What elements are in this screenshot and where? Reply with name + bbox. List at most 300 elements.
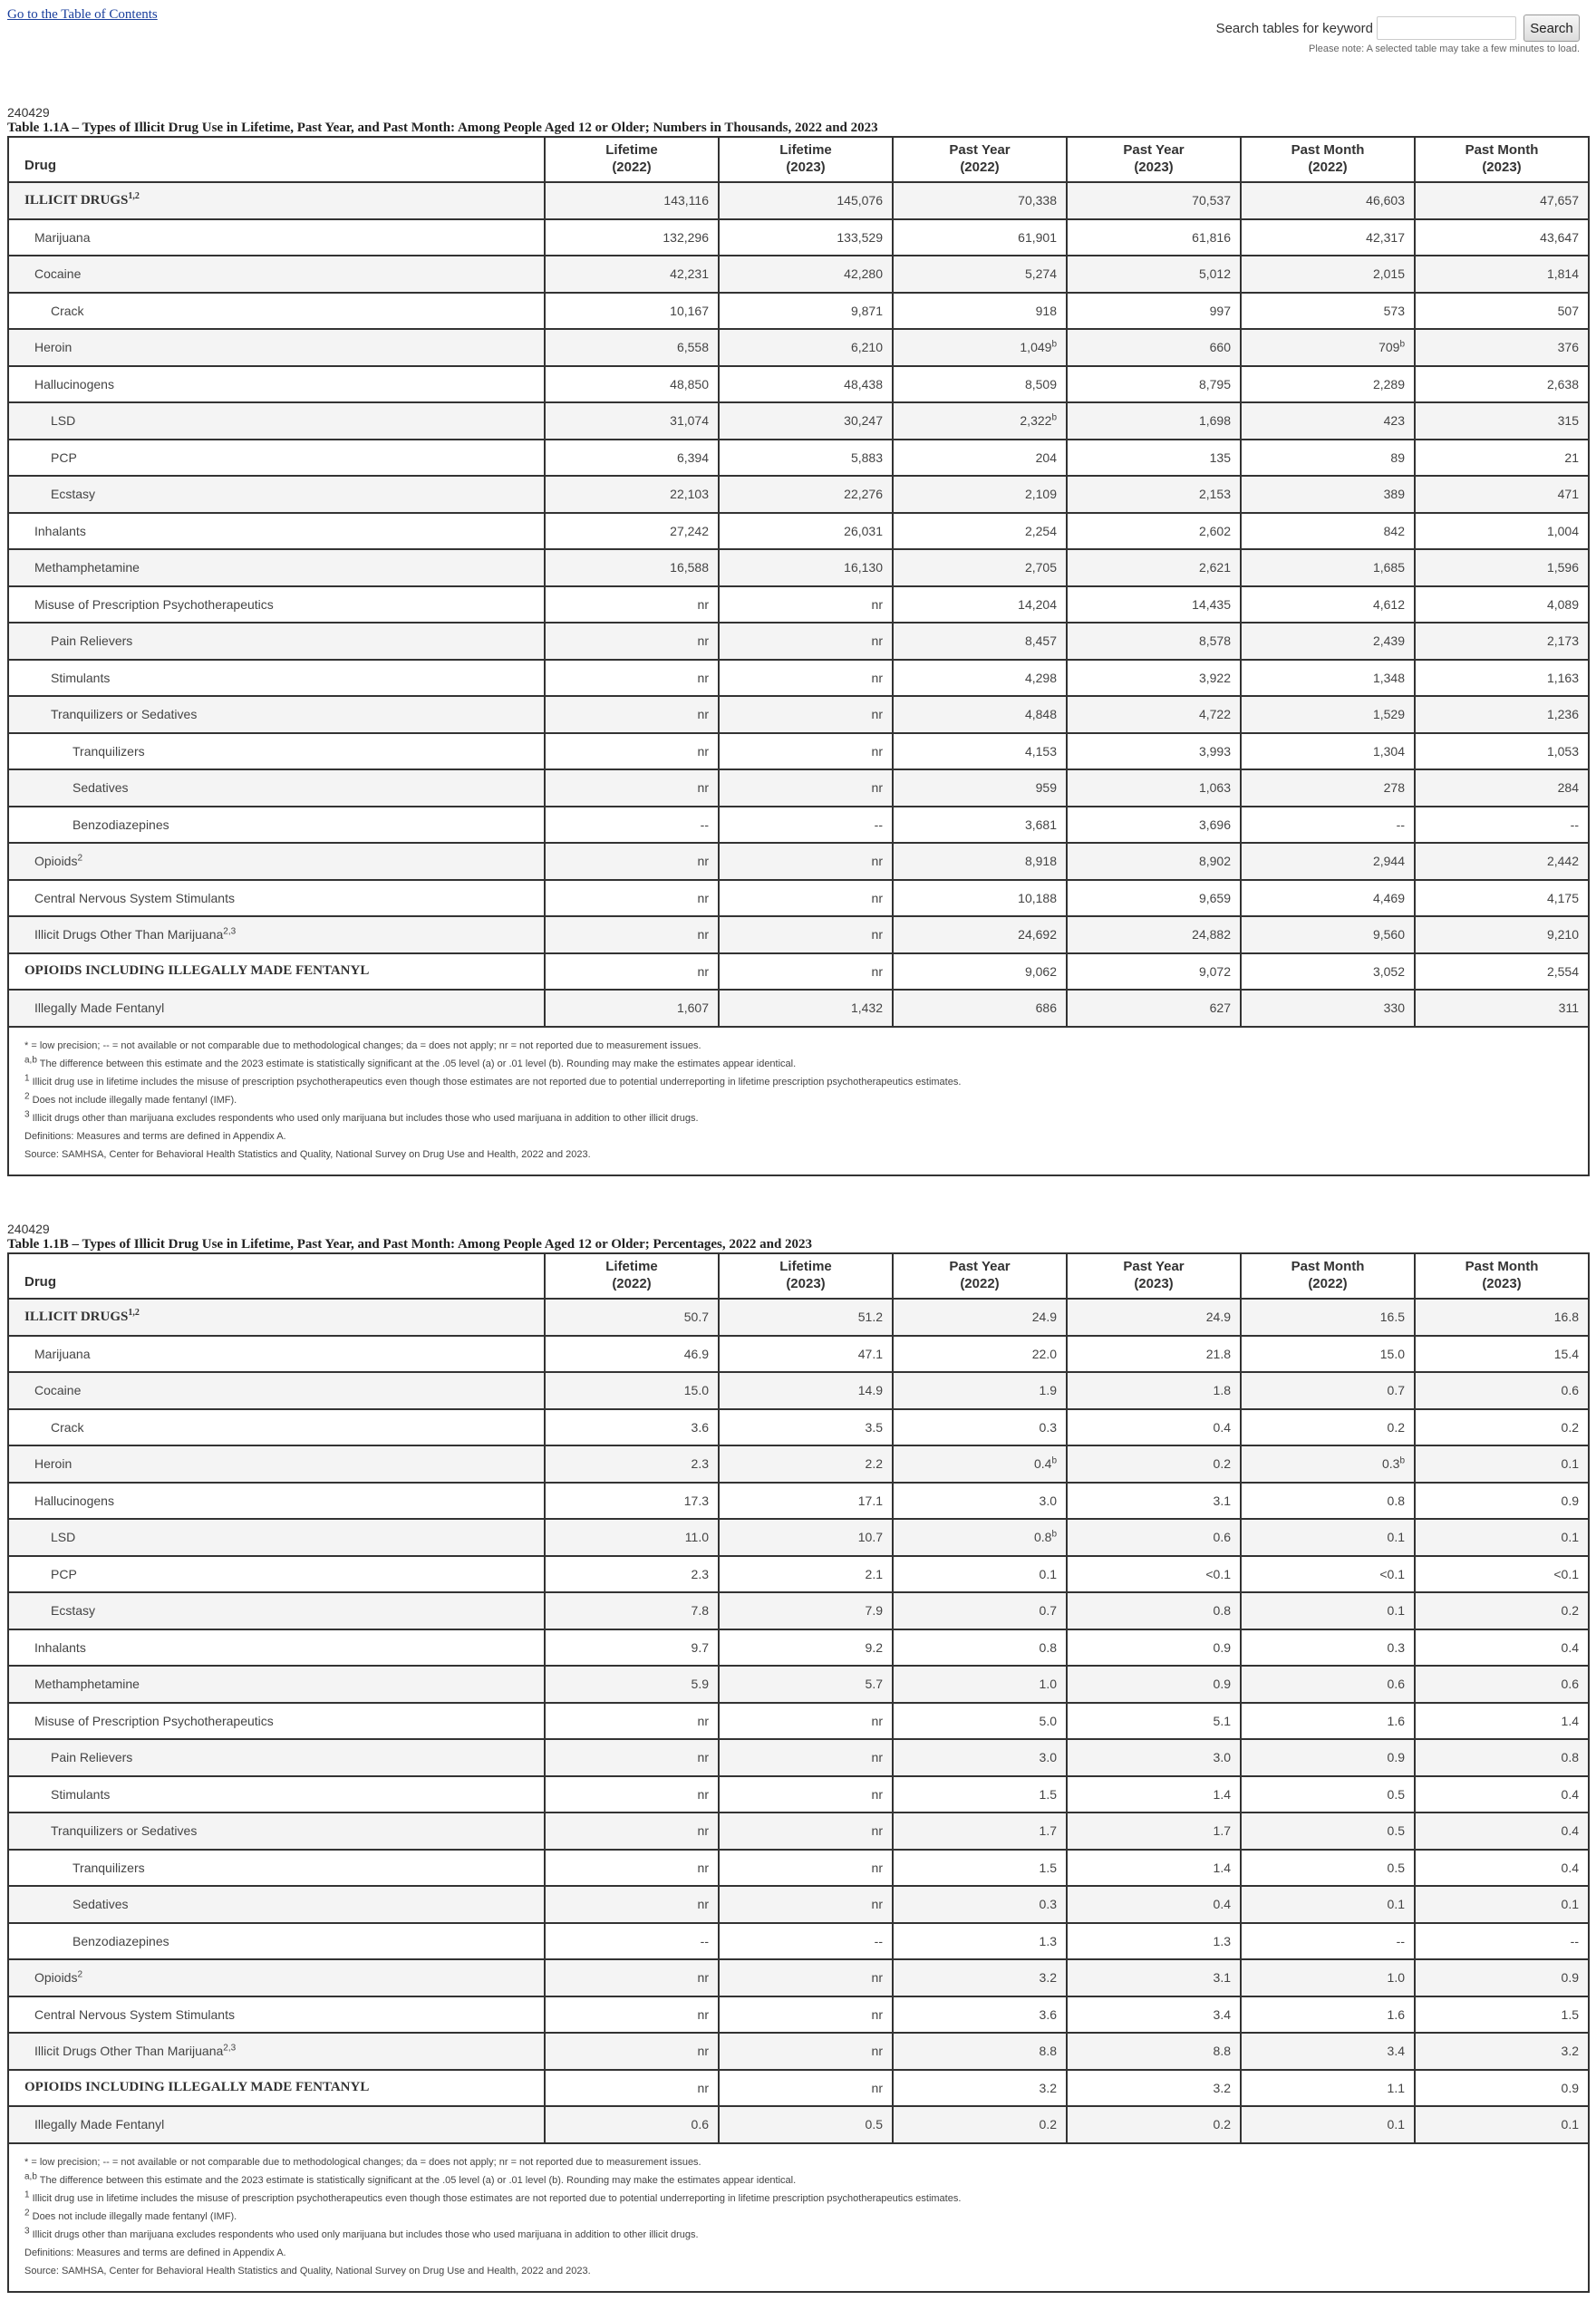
value-cell	[1067, 769, 1241, 807]
cell-value: 0.3	[1039, 1419, 1057, 1435]
cell-value: 50.7	[683, 1310, 709, 1325]
cell-value: 1,432	[850, 1000, 883, 1016]
drug-name: Tranquilizers	[73, 743, 145, 759]
value-cell	[1241, 1850, 1415, 1887]
value-cell	[1067, 1629, 1241, 1667]
row-label	[8, 1556, 545, 1593]
cell-value: 3.5	[865, 1419, 883, 1435]
value-cell	[545, 1666, 719, 1703]
table-row	[8, 660, 1589, 697]
cell-value: 9,659	[1198, 890, 1231, 905]
row-label	[8, 549, 545, 586]
value-cell	[1067, 1959, 1241, 1996]
value-cell	[1415, 329, 1589, 366]
value-cell	[1415, 1776, 1589, 1813]
row-label	[8, 1959, 545, 1996]
footnote-marker: a,b	[24, 2170, 37, 2181]
value-cell	[893, 513, 1067, 550]
value-cell	[1067, 990, 1241, 1027]
value-cell	[893, 1519, 1067, 1556]
value-cell	[545, 2070, 719, 2107]
cell-value: 47,657	[1540, 193, 1579, 208]
cell-value: 4,175	[1546, 890, 1579, 905]
table-caption: Table 1.1B – Types of Illicit Drug Use in Lifetime, Past Year, and Past Month: Among People Aged 12 or Older; Percentages, 2022 and 2023	[7, 1237, 813, 1252]
footnote-text: Illicit drugs other than marijuana excludes respondents who used only marijuana but includes those who used marijuana in addition to other illicit drugs.	[29, 2228, 699, 2240]
cell-value: 0.6	[1561, 1383, 1579, 1398]
drug-name: Opioids	[34, 854, 78, 869]
value-cell	[1067, 733, 1241, 770]
value-cell	[1415, 293, 1589, 330]
cell-value: 1.1	[1387, 2080, 1405, 2095]
value-cell	[545, 1923, 719, 1960]
value-cell	[1415, 2033, 1589, 2070]
value-cell	[719, 1812, 893, 1850]
row-label	[8, 1923, 545, 1960]
cell-value: nr	[697, 854, 709, 869]
value-cell	[1067, 660, 1241, 697]
column-header	[545, 1253, 719, 1299]
value-cell	[1241, 2033, 1415, 2070]
value-cell	[545, 1739, 719, 1776]
drug-name: Crack	[51, 1419, 84, 1435]
cell-value: 0.1	[1561, 1897, 1579, 1912]
value-cell	[545, 1996, 719, 2034]
cell-value: 8,902	[1198, 854, 1231, 869]
drug-name: Ecstasy	[51, 1603, 96, 1619]
value-cell	[1415, 1812, 1589, 1850]
cell-value: 2,554	[1546, 963, 1579, 979]
value-cell	[1067, 1336, 1241, 1373]
value-cell	[545, 880, 719, 917]
value-cell	[1067, 182, 1241, 219]
significance-marker: b	[1051, 1529, 1057, 1540]
table-row	[8, 1592, 1589, 1629]
value-cell	[893, 256, 1067, 293]
search-button[interactable]: Search	[1523, 14, 1580, 42]
cell-value: 26,031	[844, 523, 883, 538]
cell-value: 0.8	[1561, 1750, 1579, 1765]
table-row	[8, 1739, 1589, 1776]
value-cell	[1241, 1556, 1415, 1593]
value-cell	[1067, 1299, 1241, 1336]
value-cell	[1241, 1445, 1415, 1483]
value-cell	[545, 1336, 719, 1373]
value-cell	[1415, 2106, 1589, 2143]
cell-value: 1.9	[1039, 1383, 1057, 1398]
cell-value: 2.3	[691, 1566, 709, 1581]
cell-value: 4,612	[1372, 596, 1405, 612]
row-label	[8, 696, 545, 733]
value-cell	[545, 807, 719, 844]
value-cell	[1241, 1372, 1415, 1409]
value-cell	[719, 660, 893, 697]
value-cell	[545, 1776, 719, 1813]
footnote-text: Definitions: Measures and terms are defined in Appendix A.	[24, 2247, 286, 2258]
cell-value: nr	[871, 633, 883, 649]
value-cell	[1415, 586, 1589, 624]
cell-value: 709	[1378, 340, 1400, 355]
cell-value: <0.1	[1205, 1566, 1231, 1581]
cell-value: 0.4	[1561, 1860, 1579, 1875]
value-cell	[1241, 586, 1415, 624]
value-cell	[893, 660, 1067, 697]
value-cell	[1415, 990, 1589, 1027]
table-row	[8, 1483, 1589, 1520]
footnote-text: Does not include illegally made fentanyl (IMF).	[29, 2210, 237, 2222]
value-cell	[893, 1629, 1067, 1667]
value-cell	[719, 402, 893, 440]
cell-value: 15.4	[1553, 1346, 1579, 1361]
table-notes	[8, 2143, 1589, 2292]
cell-value: 3.2	[1561, 2044, 1579, 2059]
value-cell	[1241, 843, 1415, 880]
value-cell	[545, 990, 719, 1027]
notes-row	[8, 2143, 1589, 2292]
value-cell	[545, 623, 719, 660]
row-label	[8, 1666, 545, 1703]
value-cell	[719, 1445, 893, 1483]
drug-name: Misuse of Prescription Psychotherapeutics	[34, 596, 274, 612]
cell-value: 4,153	[1024, 743, 1057, 759]
row-label	[8, 1739, 545, 1776]
value-cell	[719, 219, 893, 256]
footnote	[24, 2171, 1572, 2190]
cell-value: nr	[697, 1750, 709, 1765]
value-cell	[1415, 696, 1589, 733]
value-cell	[893, 402, 1067, 440]
cell-value: 2,944	[1372, 854, 1405, 869]
row-label	[8, 513, 545, 550]
drug-name: Pain Relievers	[51, 1750, 133, 1765]
cell-value: 10,167	[670, 303, 709, 318]
cell-value: --	[874, 817, 883, 832]
cell-value: 3.2	[1039, 1970, 1057, 1986]
value-cell	[545, 769, 719, 807]
table-row	[8, 1923, 1589, 1960]
cell-value: 14,435	[1192, 596, 1231, 612]
value-cell	[893, 880, 1067, 917]
value-cell	[893, 916, 1067, 953]
value-cell	[1067, 219, 1241, 256]
value-cell	[1067, 1592, 1241, 1629]
value-cell	[1241, 1409, 1415, 1446]
value-cell	[1415, 1959, 1589, 1996]
cell-value: 0.5	[1387, 1786, 1405, 1802]
cell-value: 3,922	[1198, 670, 1231, 685]
header-row	[8, 1253, 1589, 1299]
cell-value: 89	[1390, 450, 1405, 465]
value-cell	[545, 1703, 719, 1740]
row-label	[8, 953, 545, 991]
value-cell	[545, 2106, 719, 2143]
cell-value: 4,722	[1198, 707, 1231, 722]
cell-value: --	[874, 1933, 883, 1948]
value-cell	[719, 1776, 893, 1813]
drug-name: Cocaine	[34, 1383, 82, 1398]
cell-value: 22,103	[670, 487, 709, 502]
cell-value: nr	[697, 2006, 709, 2022]
cell-value: 1,004	[1546, 523, 1579, 538]
table-of-contents-link[interactable]: Go to the Table of Contents	[7, 7, 158, 22]
value-cell	[1241, 1923, 1415, 1960]
value-cell	[1241, 696, 1415, 733]
cell-value: 8.8	[1213, 2044, 1231, 2059]
column-header-period: Lifetime	[779, 142, 832, 158]
value-cell	[1067, 1739, 1241, 1776]
value-cell	[719, 1483, 893, 1520]
cell-value: 3.4	[1387, 2044, 1405, 2059]
drug-name: Heroin	[34, 1456, 73, 1472]
value-cell	[1067, 1923, 1241, 1960]
cell-value: 3.1	[1213, 1493, 1231, 1508]
table-row	[8, 916, 1589, 953]
value-cell	[1415, 402, 1589, 440]
cell-value: 0.4	[1033, 1456, 1052, 1472]
value-cell	[719, 880, 893, 917]
cell-value: nr	[871, 1786, 883, 1802]
value-cell	[893, 1776, 1067, 1813]
value-cell	[893, 1703, 1067, 1740]
drug-name: Illicit Drugs Other Than Marijuana	[34, 927, 224, 942]
row-label	[8, 440, 545, 477]
drug-name: Hallucinogens	[34, 1493, 114, 1508]
footnote-text: The difference between this estimate and the 2023 estimate is statistically significant at the .05 level (a) or .01 level (b). Rounding may make the estimates appear identical.	[36, 1058, 797, 1069]
cell-value: 0.1	[1561, 2117, 1579, 2132]
row-label	[8, 219, 545, 256]
table-row	[8, 1666, 1589, 1703]
cell-value: 5.9	[691, 1677, 709, 1692]
cell-value: 10,188	[1018, 890, 1057, 905]
cell-value: 3,696	[1198, 817, 1231, 832]
cell-value: 1,685	[1372, 560, 1405, 575]
row-label	[8, 1850, 545, 1887]
row-label	[8, 402, 545, 440]
value-cell	[1241, 1959, 1415, 1996]
cell-value: 0.1	[1039, 1566, 1057, 1581]
value-cell	[719, 2033, 893, 2070]
value-cell	[1067, 1556, 1241, 1593]
cell-value: 1,049	[1020, 340, 1052, 355]
cell-value: nr	[871, 2006, 883, 2022]
cell-value: 17.3	[683, 1493, 709, 1508]
column-header-year: (2023)	[1134, 1276, 1174, 1291]
cell-value: --	[1396, 817, 1405, 832]
footnote-ref: 1,2	[128, 190, 140, 201]
value-cell	[1067, 1996, 1241, 2034]
value-cell	[1067, 329, 1241, 366]
cell-value: 5.1	[1213, 1713, 1231, 1728]
value-cell	[893, 366, 1067, 403]
column-header-drug: Drug	[8, 137, 545, 182]
value-cell	[1241, 219, 1415, 256]
value-cell	[1415, 807, 1589, 844]
column-header-period: Past Month	[1291, 1259, 1365, 1274]
value-cell	[719, 256, 893, 293]
value-cell	[719, 1886, 893, 1923]
table-row	[8, 880, 1589, 917]
value-cell	[545, 440, 719, 477]
cell-value: 2.1	[865, 1566, 883, 1581]
value-cell	[1067, 1445, 1241, 1483]
drug-name: Inhalants	[34, 523, 86, 538]
header-row	[8, 137, 1589, 182]
cell-value: 0.8	[1033, 1530, 1052, 1545]
footnote-text: * = low precision; -- = not available or not comparable due to methodological changes; da = does not apply; nr = not reported due to measurement issues.	[24, 2156, 701, 2168]
cell-value: 11.0	[684, 1530, 709, 1545]
cell-value: 2,638	[1546, 376, 1579, 392]
cell-value: 16,588	[670, 560, 709, 575]
drug-name: Central Nervous System Stimulants	[34, 890, 235, 905]
cell-value: 2.2	[865, 1456, 883, 1472]
value-cell	[719, 476, 893, 513]
drug-name: Opioids	[34, 1970, 78, 1986]
cell-value: 48,850	[670, 376, 709, 392]
table-row	[8, 256, 1589, 293]
value-cell	[719, 990, 893, 1027]
value-cell	[545, 549, 719, 586]
value-cell	[1241, 440, 1415, 477]
cell-value: 0.2	[1561, 1419, 1579, 1435]
footnote-marker: 1	[24, 2189, 30, 2199]
cell-value: nr	[871, 1860, 883, 1875]
cell-value: nr	[871, 596, 883, 612]
cell-value: nr	[871, 1750, 883, 1765]
drug-name: Methamphetamine	[34, 560, 140, 575]
value-cell	[1415, 1519, 1589, 1556]
value-cell	[719, 623, 893, 660]
cell-value: 0.7	[1039, 1603, 1057, 1619]
cell-value: 3.1	[1213, 1970, 1231, 1986]
row-label	[8, 182, 545, 219]
value-cell	[1067, 2033, 1241, 2070]
footnote	[24, 2226, 1572, 2244]
value-cell	[1067, 1850, 1241, 1887]
cell-value: nr	[697, 2080, 709, 2095]
cell-value: 1.6	[1387, 1713, 1405, 1728]
value-cell	[1067, 1519, 1241, 1556]
cell-value: nr	[871, 890, 883, 905]
value-cell	[1067, 1776, 1241, 1813]
value-cell	[1415, 1996, 1589, 2034]
table-row	[8, 1556, 1589, 1593]
cell-value: 1.3	[1039, 1933, 1057, 1948]
value-cell	[1415, 2070, 1589, 2107]
drug-name: Misuse of Prescription Psychotherapeutics	[34, 1713, 274, 1728]
table-row	[8, 1886, 1589, 1923]
footnote	[24, 1055, 1572, 1073]
footnote-text: Illicit drug use in lifetime includes the misuse of prescription psychotherapeutics even though those estimates are not reported due to potential underreporting in lifetime prescription psychotherapeutics estimates.	[29, 2192, 962, 2204]
value-cell	[1415, 256, 1589, 293]
table-row	[8, 1336, 1589, 1373]
cell-value: 0.9	[1561, 2080, 1579, 2095]
value-cell	[1415, 1445, 1589, 1483]
value-cell	[545, 402, 719, 440]
cell-value: 0.8	[1039, 1639, 1057, 1655]
value-cell	[893, 1850, 1067, 1887]
value-cell	[1415, 623, 1589, 660]
footnote-ref: 2	[77, 1969, 83, 1980]
row-label	[8, 1483, 545, 1520]
cell-value: nr	[697, 633, 709, 649]
cell-value: 0.1	[1387, 1603, 1405, 1619]
row-label	[8, 769, 545, 807]
footnote-marker: 1	[24, 1072, 30, 1083]
value-cell	[893, 1666, 1067, 1703]
footnote-text: Illicit drug use in lifetime includes the misuse of prescription psychotherapeutics even though those estimates are not reported due to potential underreporting in lifetime prescription psychotherapeutics estimates.	[29, 1076, 962, 1088]
table-id: 240429	[7, 1222, 50, 1236]
significance-marker: b	[1051, 412, 1057, 423]
value-cell	[893, 2033, 1067, 2070]
cell-value: 7.9	[865, 1603, 883, 1619]
value-cell	[893, 953, 1067, 991]
value-cell	[545, 329, 719, 366]
column-header-year: (2022)	[1308, 1276, 1348, 1291]
cell-value: 1.4	[1561, 1713, 1579, 1728]
cell-value: nr	[697, 707, 709, 722]
value-cell	[719, 1592, 893, 1629]
drug-name: Tranquilizers or Sedatives	[51, 707, 198, 722]
cell-value: 30,247	[844, 413, 883, 429]
value-cell	[1241, 1886, 1415, 1923]
cell-value: 0.3	[1381, 1456, 1400, 1472]
row-label	[8, 1703, 545, 1740]
cell-value: 997	[1209, 303, 1231, 318]
row-label	[8, 1886, 545, 1923]
cell-value: 0.9	[1561, 1493, 1579, 1508]
cell-value: 7.8	[691, 1603, 709, 1619]
search-input[interactable]	[1377, 16, 1516, 40]
cell-value: nr	[871, 1713, 883, 1728]
value-cell	[545, 916, 719, 953]
cell-value: 389	[1383, 487, 1405, 502]
cell-value: 24.9	[1205, 1310, 1231, 1325]
value-cell	[719, 2070, 893, 2107]
cell-value: <0.1	[1553, 1566, 1579, 1581]
table-row	[8, 1409, 1589, 1446]
footnote-marker: a,b	[24, 1054, 37, 1065]
cell-value: 15.0	[683, 1383, 709, 1398]
cell-value: 0.6	[1561, 1677, 1579, 1692]
cell-value: --	[1570, 817, 1579, 832]
value-cell	[1067, 953, 1241, 991]
footnote	[24, 2190, 1572, 2208]
value-cell	[1067, 1666, 1241, 1703]
cell-value: 1.4	[1213, 1786, 1231, 1802]
value-cell	[893, 1299, 1067, 1336]
value-cell	[893, 2106, 1067, 2143]
column-header-year: (2023)	[1134, 160, 1174, 175]
value-cell	[893, 1409, 1067, 1446]
cell-value: 135	[1209, 450, 1231, 465]
table-row	[8, 329, 1589, 366]
table-row	[8, 549, 1589, 586]
cell-value: 4,089	[1546, 596, 1579, 612]
cell-value: nr	[871, 963, 883, 979]
value-cell	[1241, 769, 1415, 807]
value-cell	[893, 990, 1067, 1027]
value-cell	[719, 366, 893, 403]
cell-value: 16.8	[1553, 1310, 1579, 1325]
cell-value: nr	[871, 854, 883, 869]
cell-value: 2,015	[1372, 266, 1405, 282]
row-label	[8, 807, 545, 844]
cell-value: 8,509	[1024, 376, 1057, 392]
cell-value: nr	[871, 780, 883, 796]
cell-value: 0.4	[1561, 1786, 1579, 1802]
cell-value: 686	[1035, 1000, 1057, 1016]
value-cell	[1415, 660, 1589, 697]
cell-value: nr	[871, 1823, 883, 1839]
